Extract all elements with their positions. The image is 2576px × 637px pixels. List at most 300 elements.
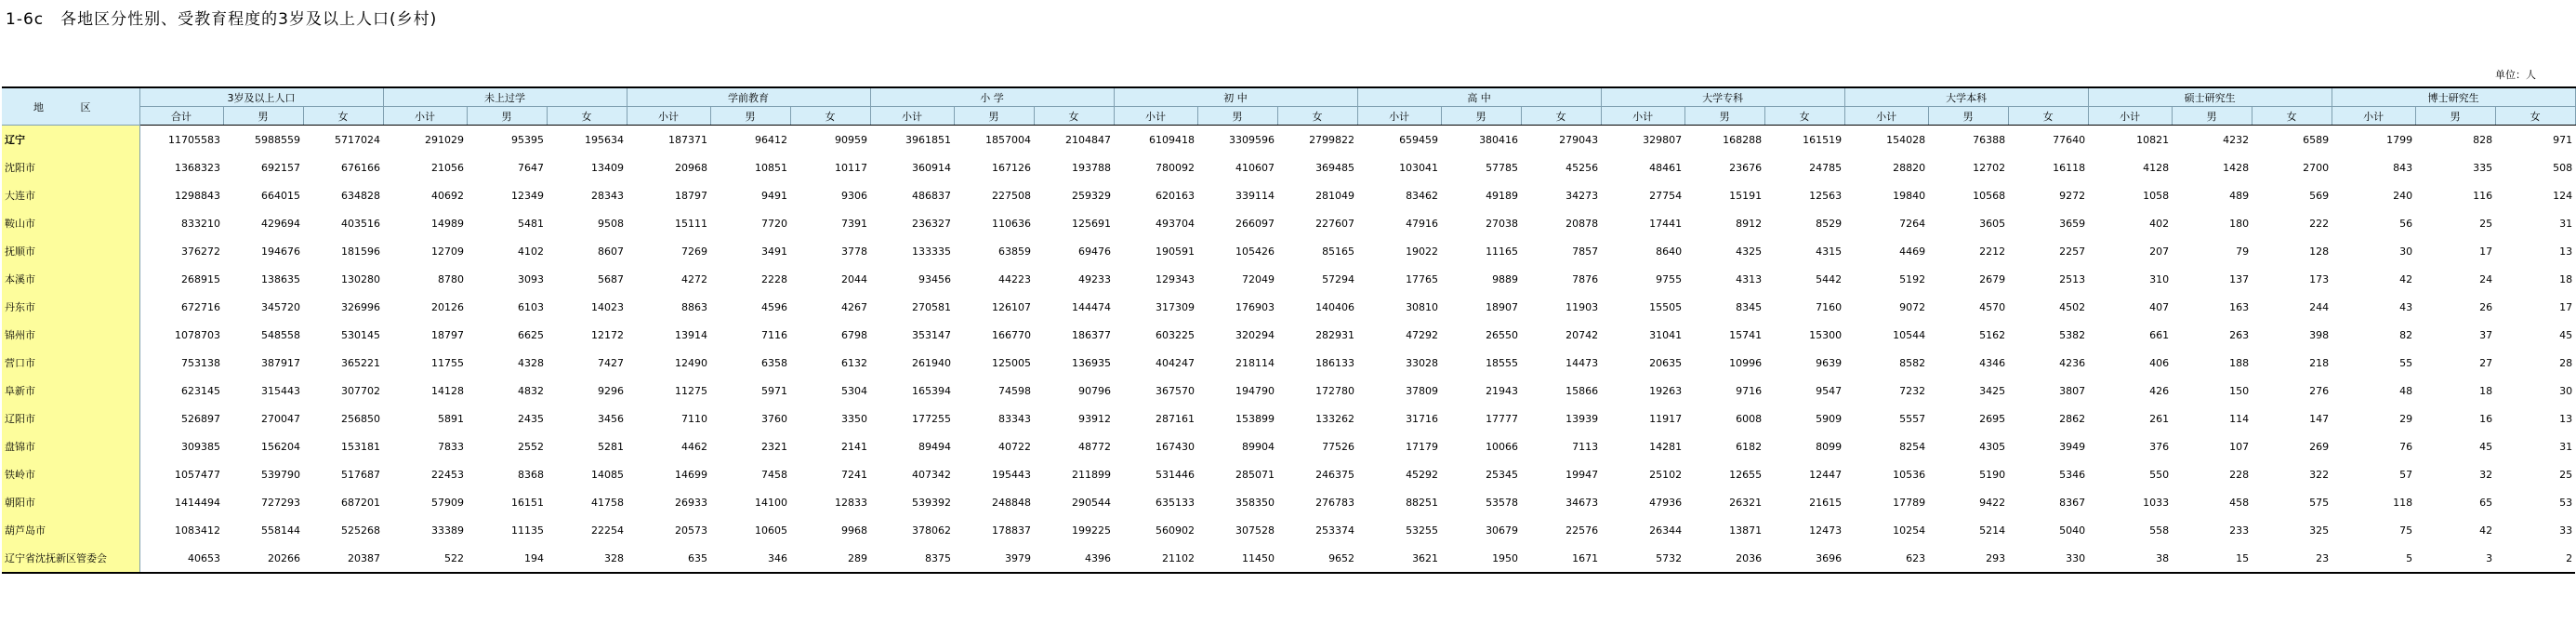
table-cell: 5382 [2059, 328, 2086, 341]
table-cell: 828 [2473, 133, 2493, 146]
table-cell: 259329 [1072, 189, 1112, 202]
table-cell: 398 [2309, 328, 2330, 341]
table-cell: 7391 [841, 217, 868, 230]
table-cell: 5281 [598, 440, 625, 453]
table-cell: 26321 [1729, 496, 1763, 509]
table-row [2, 349, 2575, 377]
table-cell: 15300 [1809, 328, 1843, 341]
table-cell: 4502 [2059, 300, 2086, 313]
table-cell: 45292 [1406, 468, 1439, 481]
table-cell: 12447 [1809, 468, 1843, 481]
table-cell: 13 [2559, 245, 2573, 258]
table-cell: 37 [2479, 328, 2493, 341]
table-cell: 727293 [261, 496, 300, 509]
table-cell: 8529 [1816, 217, 1843, 230]
table-cell: 8375 [870, 544, 954, 573]
table-cell: 256850 [341, 412, 381, 425]
table-cell: 45256 [1565, 161, 1599, 174]
table-row [2, 126, 2575, 154]
group-header: 大学专科 [1601, 87, 1844, 107]
table-cell: 9508 [598, 217, 625, 230]
table-cell: 130280 [341, 272, 381, 285]
table-cell: 4232 [2223, 133, 2250, 146]
table-cell: 56 [2399, 217, 2413, 230]
table-cell: 2044 [841, 272, 868, 285]
table-cell: 6182 [1736, 440, 1763, 453]
table-cell: 15111 [675, 217, 708, 230]
table-cell: 261 [2149, 412, 2170, 425]
table-cell: 69476 [1078, 245, 1112, 258]
table-cell: 154028 [1886, 133, 1926, 146]
sub-header: 男 [710, 107, 790, 126]
table-cell: 12702 [1973, 161, 2006, 174]
group-header: 博士研究生 [2332, 87, 2575, 107]
table-cell: 2228 [761, 272, 788, 285]
table-cell: 118 [2393, 496, 2413, 509]
sub-header: 合计 [139, 107, 223, 126]
region-name: 铁岭市 [2, 460, 139, 488]
table-cell: 248848 [992, 496, 1032, 509]
table-cell: 110636 [992, 217, 1032, 230]
table-cell: 569 [2309, 189, 2330, 202]
table-cell: 233 [2229, 524, 2250, 537]
table-cell: 1368323 [175, 161, 220, 174]
group-header: 大学本科 [1844, 87, 2088, 107]
table-cell: 13939 [1565, 412, 1599, 425]
table-cell: 28 [2559, 356, 2573, 369]
table-cell: 4396 [1034, 544, 1114, 573]
table-cell: 635 [627, 544, 710, 573]
group-header: 3岁及以上人口 [139, 87, 383, 107]
table-cell: 5442 [1816, 272, 1843, 285]
table-cell: 753138 [181, 356, 220, 369]
group-header: 高 中 [1357, 87, 1601, 107]
table-cell: 21943 [1486, 384, 1519, 397]
table-cell: 780092 [1156, 161, 1196, 174]
table-cell: 320294 [1235, 328, 1275, 341]
table-cell: 3949 [2059, 440, 2086, 453]
table-row [2, 293, 2575, 321]
table-cell: 575 [2309, 496, 2330, 509]
sub-header: 女 [2008, 107, 2088, 126]
table-cell: 144474 [1072, 300, 1112, 313]
table-cell: 12473 [1809, 524, 1843, 537]
table-cell: 664015 [261, 189, 300, 202]
table-cell: 276 [2309, 384, 2330, 397]
table-cell: 522 [383, 544, 467, 573]
table-cell: 47292 [1406, 328, 1439, 341]
table-cell: 140406 [1315, 300, 1355, 313]
table-row [2, 181, 2575, 209]
table-cell: 193788 [1072, 161, 1112, 174]
table-cell: 3491 [761, 245, 788, 258]
region-name: 鞍山市 [2, 209, 139, 237]
table-cell: 3807 [2059, 384, 2086, 397]
table-cell: 194676 [261, 245, 300, 258]
table-cell: 5481 [518, 217, 545, 230]
table-cell: 47916 [1406, 217, 1439, 230]
table-cell: 3425 [1979, 384, 2006, 397]
table-cell: 403516 [341, 217, 381, 230]
table-cell: 376 [2149, 440, 2170, 453]
table-cell: 843 [2393, 161, 2413, 174]
table-cell: 8099 [1816, 440, 1843, 453]
table-cell: 48461 [1649, 161, 1683, 174]
table-row [2, 432, 2575, 460]
table-cell: 22254 [591, 524, 625, 537]
table-cell: 53578 [1486, 496, 1519, 509]
table-cell: 30 [2399, 245, 2413, 258]
table-cell: 37809 [1406, 384, 1439, 397]
table-cell: 315443 [261, 384, 300, 397]
table-cell: 5891 [438, 412, 465, 425]
table-cell: 172780 [1315, 384, 1355, 397]
table-cell: 7110 [681, 412, 708, 425]
table-cell: 10568 [1973, 189, 2006, 202]
table-cell: 659459 [1399, 133, 1439, 146]
region-name: 辽阳市 [2, 405, 139, 432]
table-title-text: 各地区分性别、受教育程度的3岁及以上人口(乡村) [60, 10, 438, 29]
table-cell: 42 [2479, 524, 2493, 537]
table-cell: 6132 [841, 356, 868, 369]
table-cell: 178837 [992, 524, 1032, 537]
table-cell: 5988559 [255, 133, 300, 146]
region-name: 沈阳市 [2, 153, 139, 181]
table-cell: 15505 [1649, 300, 1683, 313]
table-cell: 8912 [1736, 217, 1763, 230]
table-cell: 83343 [998, 412, 1032, 425]
table-cell: 24785 [1809, 161, 1843, 174]
table-cell: 218114 [1235, 356, 1275, 369]
table-cell: 125005 [992, 356, 1032, 369]
table-cell: 15741 [1729, 328, 1763, 341]
sub-header: 小计 [2332, 107, 2415, 126]
table-cell: 365221 [341, 356, 381, 369]
table-cell: 8345 [1736, 300, 1763, 313]
table-cell: 269 [2309, 440, 2330, 453]
table-cell: 5 [2332, 544, 2415, 573]
table-cell: 17789 [1893, 496, 1926, 509]
table-cell: 1414494 [175, 496, 220, 509]
table-cell: 18555 [1486, 356, 1519, 369]
table-cell: 166770 [992, 328, 1032, 341]
table-cell: 49189 [1486, 189, 1519, 202]
table-cell: 4325 [1736, 245, 1763, 258]
table-cell: 329807 [1643, 133, 1683, 146]
table-cell: 186133 [1315, 356, 1355, 369]
table-cell: 136935 [1072, 356, 1112, 369]
table-cell: 325 [2309, 524, 2330, 537]
table-cell: 167430 [1156, 440, 1196, 453]
table-cell: 74598 [998, 384, 1032, 397]
table-cell: 692157 [261, 161, 300, 174]
table-cell: 12655 [1729, 468, 1763, 481]
table-cell: 5971 [761, 384, 788, 397]
sub-header: 女 [1521, 107, 1601, 126]
table-cell: 367570 [1156, 384, 1196, 397]
table-cell: 635133 [1156, 496, 1196, 509]
table-cell: 10544 [1893, 328, 1926, 341]
table-cell: 12172 [591, 328, 625, 341]
table-row [2, 405, 2575, 432]
table-cell: 3456 [598, 412, 625, 425]
table-cell: 42 [2399, 272, 2413, 285]
table-cell: 128 [2309, 245, 2330, 258]
table-cell: 27038 [1486, 217, 1519, 230]
table-cell: 45 [2479, 440, 2493, 453]
table-cell: 539790 [261, 468, 300, 481]
table-cell: 125691 [1072, 217, 1112, 230]
table-cell: 28820 [1893, 161, 1926, 174]
table-cell: 150 [2229, 384, 2250, 397]
table-cell: 404247 [1156, 356, 1196, 369]
table-cell: 17 [2559, 300, 2573, 313]
table-cell: 194 [467, 544, 547, 573]
header-row-sub [2, 107, 2575, 126]
table-cell: 9639 [1816, 356, 1843, 369]
table-cell: 137 [2229, 272, 2250, 285]
table-cell: 10254 [1893, 524, 1926, 537]
table-cell: 266097 [1235, 217, 1275, 230]
table-cell: 82 [2399, 328, 2413, 341]
table-cell: 44223 [998, 272, 1032, 285]
table-cell: 2036 [1684, 544, 1764, 573]
table-cell: 16118 [2053, 161, 2086, 174]
table-row [2, 377, 2575, 405]
table-cell: 7241 [841, 468, 868, 481]
table-cell: 4236 [2059, 356, 2086, 369]
table-cell: 261940 [912, 356, 952, 369]
table-cell: 40692 [431, 189, 465, 202]
table-cell: 6008 [1736, 412, 1763, 425]
table-cell: 326996 [341, 300, 381, 313]
table-cell: 7427 [598, 356, 625, 369]
table-cell: 6358 [761, 356, 788, 369]
table-cell: 3309596 [1229, 133, 1275, 146]
table-cell: 285071 [1235, 468, 1275, 481]
group-header: 小 学 [870, 87, 1114, 107]
sub-header: 小计 [1844, 107, 1928, 126]
table-cell: 105426 [1235, 245, 1275, 258]
region-name: 本溪市 [2, 265, 139, 293]
table-cell: 8640 [1656, 245, 1683, 258]
table-cell: 508 [2553, 161, 2573, 174]
sub-header: 男 [954, 107, 1034, 126]
sub-header: 男 [223, 107, 303, 126]
region-name: 丹东市 [2, 293, 139, 321]
table-cell: 89904 [1242, 440, 1275, 453]
table-cell: 2435 [518, 412, 545, 425]
table-cell: 317309 [1156, 300, 1196, 313]
table-cell: 20742 [1565, 328, 1599, 341]
table-cell: 3760 [761, 412, 788, 425]
table-cell: 20266 [223, 544, 303, 573]
table-cell: 493704 [1156, 217, 1196, 230]
table-cell: 634828 [341, 189, 381, 202]
table-cell: 11917 [1649, 412, 1683, 425]
table-cell: 7833 [438, 440, 465, 453]
table-cell: 5192 [1899, 272, 1926, 285]
table-cell: 9889 [1492, 272, 1519, 285]
table-row [2, 153, 2575, 181]
table-cell: 307702 [341, 384, 381, 397]
table-cell: 188 [2229, 356, 2250, 369]
group-header: 初 中 [1114, 87, 1357, 107]
table-cell: 4832 [518, 384, 545, 397]
table-cell: 167126 [992, 161, 1032, 174]
table-cell: 9491 [761, 189, 788, 202]
table-row [2, 488, 2575, 516]
table-cell: 407342 [912, 468, 952, 481]
table-cell: 2862 [2059, 412, 2086, 425]
table-cell: 2799822 [1309, 133, 1355, 146]
table-cell: 539392 [912, 496, 952, 509]
table-cell: 289 [790, 544, 870, 573]
table-cell: 530145 [341, 328, 381, 341]
sub-header: 男 [1197, 107, 1277, 126]
table-cell: 426 [2149, 384, 2170, 397]
table-cell: 83462 [1406, 189, 1439, 202]
table-row [2, 265, 2575, 293]
table-cell: 2513 [2059, 272, 2086, 285]
table-cell: 1428 [2223, 161, 2250, 174]
table-cell: 31 [2559, 440, 2573, 453]
table-cell: 345720 [261, 300, 300, 313]
sub-header: 男 [467, 107, 547, 126]
sub-header: 小计 [870, 107, 954, 126]
table-cell: 25 [2479, 217, 2493, 230]
table-cell: 8582 [1899, 356, 1926, 369]
table-cell: 17777 [1486, 412, 1519, 425]
table-cell: 11275 [675, 384, 708, 397]
sub-header: 小计 [2088, 107, 2172, 126]
table-cell: 129343 [1156, 272, 1196, 285]
table-cell: 9716 [1736, 384, 1763, 397]
table-cell: 2 [2495, 544, 2575, 573]
sub-header: 男 [1928, 107, 2008, 126]
table-cell: 270047 [261, 412, 300, 425]
table-cell: 31716 [1406, 412, 1439, 425]
region-name: 大连市 [2, 181, 139, 209]
table-cell: 14085 [591, 468, 625, 481]
table-cell: 90959 [835, 133, 868, 146]
table-cell: 93912 [1078, 412, 1112, 425]
table-cell: 11755 [431, 356, 465, 369]
table-cell: 96412 [755, 133, 788, 146]
table-row [2, 516, 2575, 544]
table-cell: 346 [710, 544, 790, 573]
table-cell: 16 [2479, 412, 2493, 425]
table-cell: 93456 [918, 272, 952, 285]
table-cell: 7458 [761, 468, 788, 481]
table-cell: 30679 [1486, 524, 1519, 537]
sub-header: 男 [2415, 107, 2495, 126]
table-cell: 2695 [1979, 412, 2006, 425]
table-row [2, 460, 2575, 488]
table-cell: 4315 [1816, 245, 1843, 258]
group-header: 学前教育 [627, 87, 870, 107]
table-cell: 531446 [1156, 468, 1196, 481]
table-cell: 34673 [1565, 496, 1599, 509]
table-cell: 358350 [1235, 496, 1275, 509]
table-cell: 194790 [1235, 384, 1275, 397]
table-cell: 14473 [1565, 356, 1599, 369]
table-cell: 17 [2479, 245, 2493, 258]
table-cell: 161519 [1803, 133, 1843, 146]
table-cell: 65 [2479, 496, 2493, 509]
table-cell: 9968 [841, 524, 868, 537]
table-cell: 57 [2399, 468, 2413, 481]
table-cell: 26550 [1486, 328, 1519, 341]
sub-header: 女 [1277, 107, 1357, 126]
table-cell: 8780 [438, 272, 465, 285]
table-cell: 218 [2309, 356, 2330, 369]
table-cell: 353147 [912, 328, 952, 341]
table-cell: 3 [2415, 544, 2495, 573]
table-cell: 30810 [1406, 300, 1439, 313]
region-header: 地 区 [2, 87, 139, 126]
table-cell: 186377 [1072, 328, 1112, 341]
table-cell: 133262 [1315, 412, 1355, 425]
table-cell: 8607 [598, 245, 625, 258]
table-cell: 2679 [1979, 272, 2006, 285]
table-cell: 517687 [341, 468, 381, 481]
table-cell: 25102 [1649, 468, 1683, 481]
table-cell: 971 [2553, 133, 2573, 146]
table-cell: 34273 [1565, 189, 1599, 202]
table-cell: 6798 [841, 328, 868, 341]
table-cell: 661 [2149, 328, 2170, 341]
table-cell: 18797 [431, 328, 465, 341]
table-cell: 156204 [261, 440, 300, 453]
sub-header: 女 [1764, 107, 1844, 126]
table-cell: 17441 [1649, 217, 1683, 230]
table-cell: 14281 [1649, 440, 1683, 453]
sub-header: 小计 [1357, 107, 1441, 126]
group-header: 未上过学 [383, 87, 627, 107]
table-cell: 168288 [1723, 133, 1763, 146]
table-cell: 548558 [261, 328, 300, 341]
table-cell: 5190 [1979, 468, 2006, 481]
region-name: 锦州市 [2, 321, 139, 349]
table-cell: 7232 [1899, 384, 1926, 397]
table-cell: 211899 [1072, 468, 1112, 481]
region-name: 葫芦岛市 [2, 516, 139, 544]
table-cell: 20635 [1649, 356, 1683, 369]
table-cell: 550 [2149, 468, 2170, 481]
table-cell: 18907 [1486, 300, 1519, 313]
table-cell: 176903 [1235, 300, 1275, 313]
table-cell: 173 [2309, 272, 2330, 285]
table-cell: 13871 [1729, 524, 1763, 537]
table-cell: 31 [2559, 217, 2573, 230]
table-cell: 486837 [912, 189, 952, 202]
table-cell: 293 [1928, 544, 2008, 573]
table-cell: 4346 [1979, 356, 2006, 369]
table-cell: 5040 [2059, 524, 2086, 537]
table-cell: 43 [2399, 300, 2413, 313]
table-cell: 40653 [139, 544, 223, 573]
table-cell: 1950 [1441, 544, 1521, 573]
table-cell: 4596 [761, 300, 788, 313]
table-cell: 33 [2559, 524, 2573, 537]
table-cell: 11903 [1565, 300, 1599, 313]
table-cell: 11450 [1197, 544, 1277, 573]
table-cell: 4328 [518, 356, 545, 369]
table-cell: 603225 [1156, 328, 1196, 341]
table-cell: 79 [2236, 245, 2250, 258]
table-cell: 5909 [1816, 412, 1843, 425]
